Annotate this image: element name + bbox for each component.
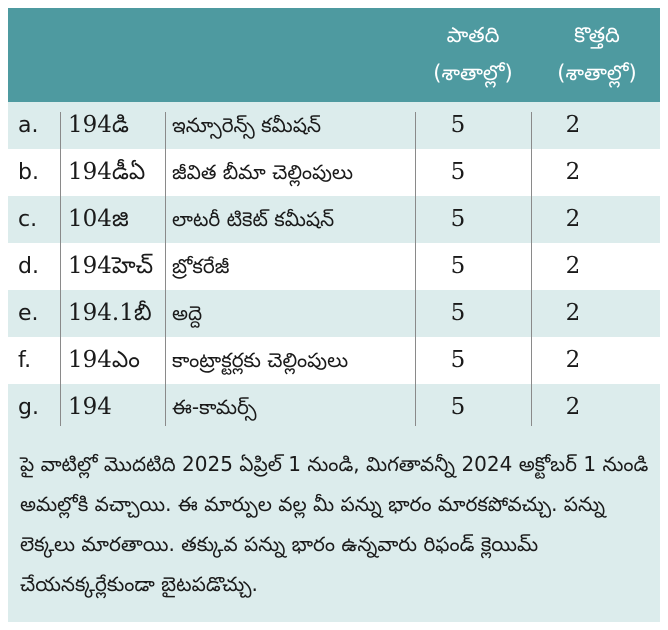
row-letter: g. (18, 395, 39, 420)
header-new-rate (538, 16, 656, 92)
header-new-title: కొత్తది (574, 23, 620, 47)
row-letter: d. (18, 254, 39, 279)
row-new-rate: 2 (565, 347, 581, 373)
table-row (8, 243, 660, 290)
column-divider (415, 112, 416, 426)
row-description: లాటరీ టికెట్ కమీషన్ (172, 207, 335, 231)
row-section-code: 194డీఏ (68, 159, 146, 185)
header-old-rate (418, 16, 528, 92)
row-section-code: 194.1బీ (68, 300, 152, 326)
row-description: ఈ-కామర్స్ (172, 395, 257, 419)
row-section-code: 194హెచ్ (68, 253, 154, 279)
table-row (8, 102, 660, 149)
row-description: జీవిత బీమా చెల్లింపులు (172, 160, 354, 184)
row-description: బ్రోకరేజీ (172, 254, 230, 278)
row-description: ఇన్సూరెన్స్ కమీషన్ (172, 113, 321, 137)
row-letter: b. (18, 160, 39, 185)
row-old-rate: 5 (450, 394, 466, 420)
row-new-rate: 2 (565, 253, 581, 279)
row-old-rate: 5 (450, 206, 466, 232)
footnote-box (8, 434, 660, 622)
footnote-text: పై వాటిల్లో మొదటిది 2025 ఏప్రిల్ 1 నుండి, మిగతావన్నీ 2024 అక్టోబర్ 1 నుండి అమల్లోకి వచ్చాయి. ఈ మార్పుల వల్ల మీ పన్ను భారం మారకపోవచ్చు. పన్ను లెక్కలు మారతాయి. తక్కువ పన్ను భారం ఉన్నవారు రిఫండ్ క్లెయిమ్ చేయనక్కర్లేకుండా బైటపడొచ్చు. (20, 452, 649, 596)
row-letter: a. (18, 113, 39, 138)
table-row (8, 196, 660, 243)
row-new-rate: 2 (565, 300, 581, 326)
table-body (8, 102, 660, 434)
tds-rate-table (8, 8, 660, 622)
row-new-rate: 2 (565, 394, 581, 420)
table-row (8, 337, 660, 384)
row-old-rate: 5 (450, 253, 466, 279)
row-letter: c. (18, 207, 38, 232)
row-letter: e. (18, 301, 39, 326)
row-new-rate: 2 (565, 112, 581, 138)
column-divider (60, 112, 61, 426)
row-description: కాంట్రాక్టర్లకు చెల్లింపులు (172, 348, 349, 372)
header-new-unit: (శాతాల్లో) (557, 61, 637, 85)
row-old-rate: 5 (450, 347, 466, 373)
row-new-rate: 2 (565, 159, 581, 185)
column-divider (165, 112, 166, 426)
row-section-code: 194డి (68, 112, 129, 138)
row-old-rate: 5 (450, 159, 466, 185)
header-old-title: పాతది (446, 23, 500, 47)
column-divider (531, 112, 532, 426)
row-letter: f. (18, 348, 32, 373)
header-old-unit: (శాతాల్లో) (433, 61, 513, 85)
row-section-code: 104జి (68, 206, 129, 232)
row-section-code: 194ఎం (68, 347, 140, 373)
table-row (8, 149, 660, 196)
row-old-rate: 5 (450, 300, 466, 326)
row-old-rate: 5 (450, 112, 466, 138)
table-row (8, 384, 660, 434)
row-section-code: 194 (68, 394, 112, 420)
row-description: అద్దె (172, 301, 203, 325)
row-new-rate: 2 (565, 206, 581, 232)
table-row (8, 290, 660, 337)
table-header (8, 8, 660, 102)
